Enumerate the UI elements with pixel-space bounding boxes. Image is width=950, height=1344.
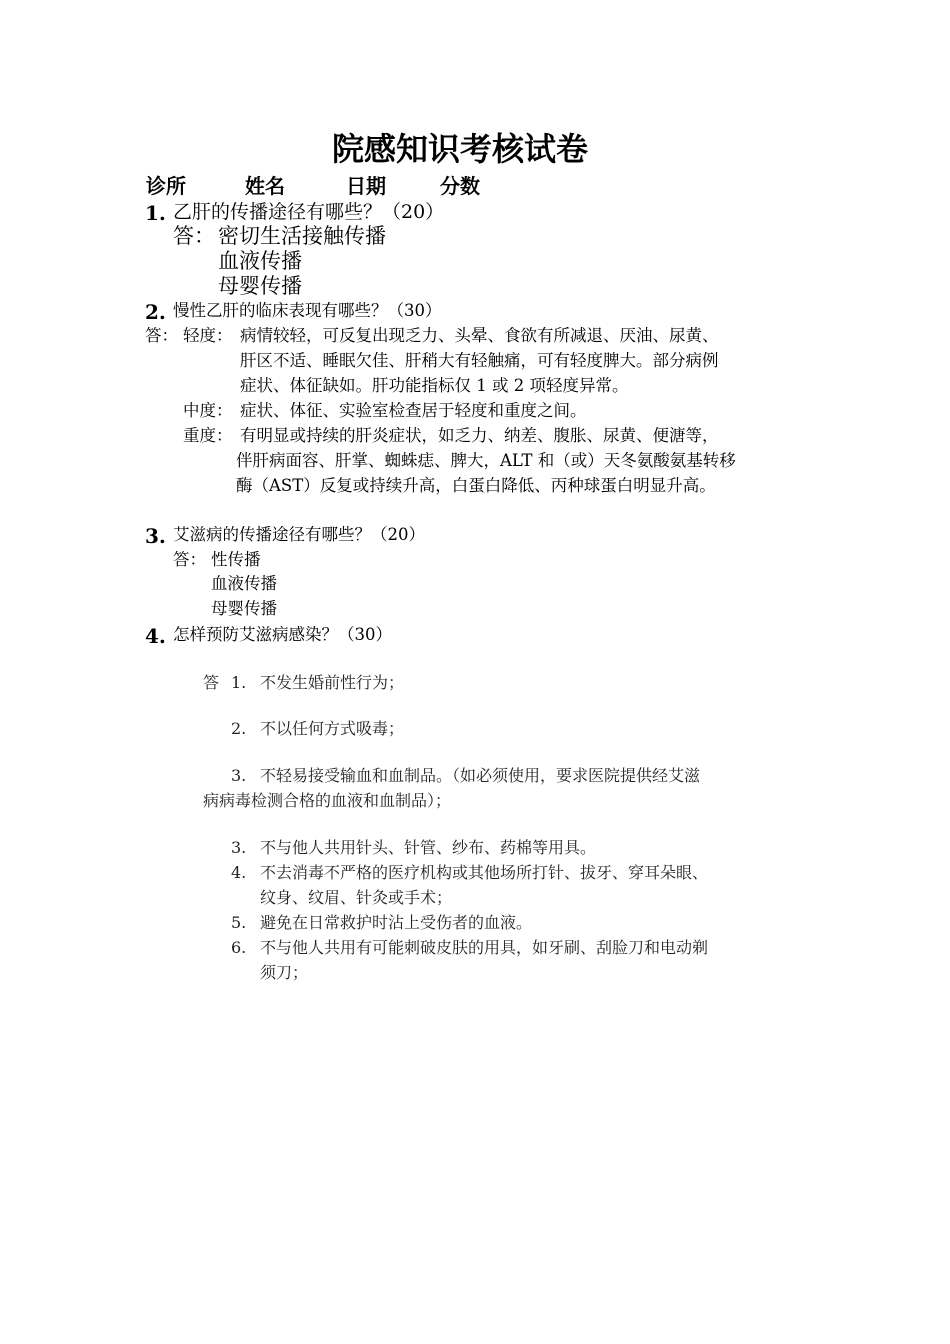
mild-label: 轻度： [183, 326, 233, 345]
question-4-answer-prefix: 答 [203, 673, 220, 692]
prevention-item-number: 1. [231, 673, 247, 692]
mild-line: 症状、体征缺如。肝功能指标仅 1 或 2 项轻度异常。 [240, 376, 629, 395]
prevention-item-continuation: 纹身、纹眉、针灸或手术； [260, 888, 453, 907]
question-3-answer-prefix: 答： [173, 550, 206, 569]
prevention-item-text: 不发生婚前性行为； [260, 673, 405, 692]
question-4-number: 4. [145, 624, 166, 648]
question-2-number: 2. [145, 300, 166, 324]
severe-line: 酶（AST）反复或持续升高，白蛋白降低、丙种球蛋白明显升高。 [236, 476, 716, 495]
mild-line: 肝区不适、睡眠欠佳、肝稍大有轻触痛，可有轻度脾大。部分病例 [240, 351, 719, 370]
severe-line: 有明显或持续的肝炎症状，如乏力、纳差、腹胀、尿黄、便溏等， [240, 426, 719, 445]
question-3-answer-line: 性传播 [211, 550, 261, 569]
prevention-item-number: 3. [231, 838, 247, 857]
severe-label: 重度： [183, 426, 233, 445]
question-3-answer-line: 血液传播 [211, 574, 277, 593]
question-1-answer-line: 母婴传播 [218, 274, 302, 298]
prevention-item-number: 6. [231, 938, 247, 957]
page-title: 院感知识考核试卷 [331, 130, 588, 168]
question-1-answer-line: 血液传播 [218, 249, 302, 273]
question-4-text: 怎样预防艾滋病感染？（30） [173, 625, 392, 644]
mild-line: 病情较轻，可反复出现乏力、头晕、食欲有所减退、厌油、尿黄、 [240, 326, 719, 345]
moderate-label: 中度： [183, 401, 233, 420]
question-3-number: 3. [145, 524, 166, 548]
question-2-answer-prefix: 答： [145, 326, 178, 345]
prevention-item-number: 3. [231, 766, 247, 785]
prevention-item-text: 不去消毒不严格的医疗机构或其他场所打针、拔牙、穿耳朵眼、 [260, 863, 709, 882]
prevention-item-number: 5. [231, 913, 247, 932]
prevention-item-text: 不轻易接受输血和血制品。（如必须使用，要求医院提供经艾滋 [260, 766, 701, 785]
prevention-item-text: 不与他人共用有可能刺破皮肤的用具，如牙刷、刮脸刀和电动剃 [260, 938, 709, 957]
question-1-text: 乙肝的传播途径有哪些？（20） [173, 201, 445, 223]
field-clinic-label: 诊所 [146, 174, 186, 198]
question-1-answer-line: 密切生活接触传播 [218, 224, 386, 248]
field-name-label: 姓名 [245, 174, 285, 198]
question-3-text: 艾滋病的传播途径有哪些？（20） [173, 525, 425, 544]
question-2-text: 慢性乙肝的临床表现有哪些？（30） [173, 301, 442, 320]
prevention-item-text: 不与他人共用针头、针管、纱布、药棉等用具。 [260, 838, 597, 857]
question-3-answer-line: 母婴传播 [211, 599, 277, 618]
severe-line: 伴肝病面容、肝掌、蜘蛛痣、脾大，ALT 和（或）天冬氨酸氨基转移 [236, 451, 736, 470]
prevention-item-number: 4. [231, 863, 247, 882]
prevention-item-continuation: 病病毒检测合格的血液和血制品）； [203, 791, 452, 810]
question-1-number: 1. [145, 201, 166, 225]
prevention-item-text: 避免在日常救护时沾上受伤者的血液。 [260, 913, 533, 932]
prevention-item-text: 不以任何方式吸毒； [260, 719, 405, 738]
moderate-text: 症状、体征、实验室检查居于轻度和重度之间。 [240, 401, 587, 420]
question-1-answer-prefix: 答： [173, 224, 215, 248]
field-date-label: 日期 [346, 174, 386, 198]
prevention-item-number: 2. [231, 719, 247, 738]
field-score-label: 分数 [440, 174, 480, 198]
prevention-item-continuation: 须刀； [260, 963, 309, 982]
